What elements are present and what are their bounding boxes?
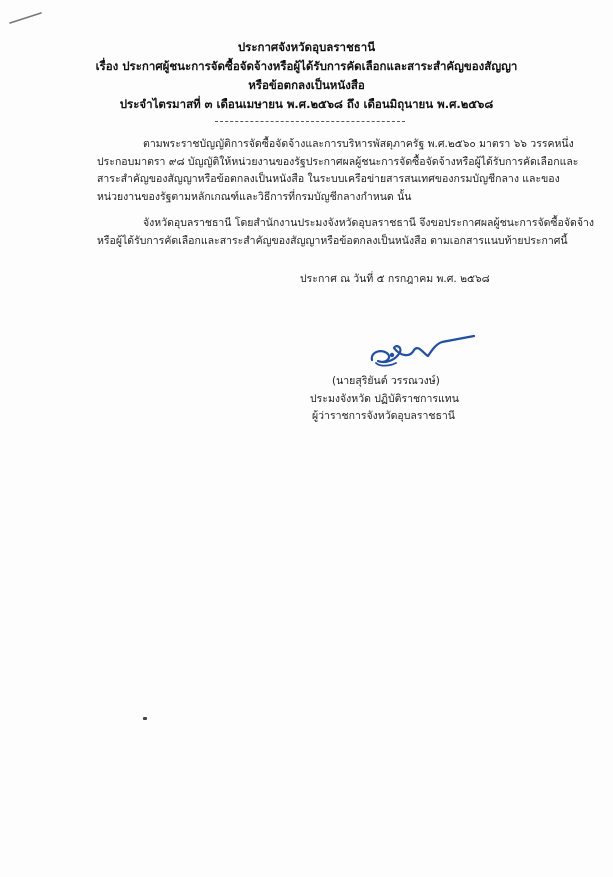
header-title: ประกาศจังหวัดอุบลราชธานี <box>237 40 376 54</box>
header-divider <box>215 121 405 122</box>
paragraph-line: หรือผู้ได้รับการคัดเลือกและสาระสำคัญของสัญญาหรือข้อตกลงเป็นหนังสือ ตามเอกสารแนบท้ายประกาศนี้ <box>97 234 568 247</box>
signer-title: ประมงจังหวัด ปฏิบัติราชการแทน <box>310 392 459 405</box>
header-subject: เรื่อง ประกาศผู้ชนะการจัดซื้อจัดจ้างหรือผู้ได้รับการคัดเลือกและสาระสำคัญของสัญญา <box>95 59 518 73</box>
pen-mark <box>8 10 44 26</box>
paragraph-line: สาระสำคัญของสัญญาหรือข้อตกลงเป็นหนังสือ ในระบบเครือข่ายสารสนเทศของกรมบัญชีกลาง และของ <box>97 173 560 186</box>
announce-date: ประกาศ ณ วันที่ ๕ กรกฎาคม พ.ศ. ๒๕๖๘ <box>300 273 490 285</box>
paragraph-line: ประกอบมาตรา ๙๘ บัญญัติให้หน่วยงานของรัฐประกาศผลผู้ชนะการจัดซื้อจัดจ้างหรือผู้ได้รับการคัดเลือกและ <box>97 155 579 168</box>
announcement-header <box>0 38 613 114</box>
header-subject-cont: หรือข้อตกลงเป็นหนังสือ <box>248 78 365 92</box>
paragraph-line: จังหวัดอุบลราชธานี โดยสำนักงานประมงจังหวัดอุบลราชธานี จึงขอประกาศผลผู้ชนะการจัดซื้อจัดจ้าง <box>143 217 595 230</box>
paragraph-legal-basis <box>97 136 579 206</box>
scan-speck <box>143 717 147 720</box>
signer-block <box>310 373 510 426</box>
signer-title-governor: ผู้ว่าราชการจังหวัดอุบลราชธานี <box>312 410 455 422</box>
paragraph-line: หน่วยงานของรัฐตามหลักเกณฑ์และวิธีการที่กรมบัญชีกลางกำหนด นั้น <box>97 190 412 203</box>
announcement-body <box>97 136 595 260</box>
handwritten-signature <box>366 330 478 370</box>
paragraph-announcement <box>97 215 595 250</box>
paragraph-line: ตามพระราชบัญญัติการจัดซื้อจัดจ้างและการบริหารพัสดุภาครัฐ พ.ศ.๒๕๖๐ มาตรา ๖๖ วรรคหนึ่ง <box>143 138 574 150</box>
signer-name: (นายสุริยันต์ วรรณวงษ์) <box>332 375 440 387</box>
header-period: ประจำไตรมาสที่ ๓ เดือนเมษายน พ.ศ.๒๕๖๘ ถึง เดือนมิถุนายน พ.ศ.๒๕๖๘ <box>119 97 494 111</box>
